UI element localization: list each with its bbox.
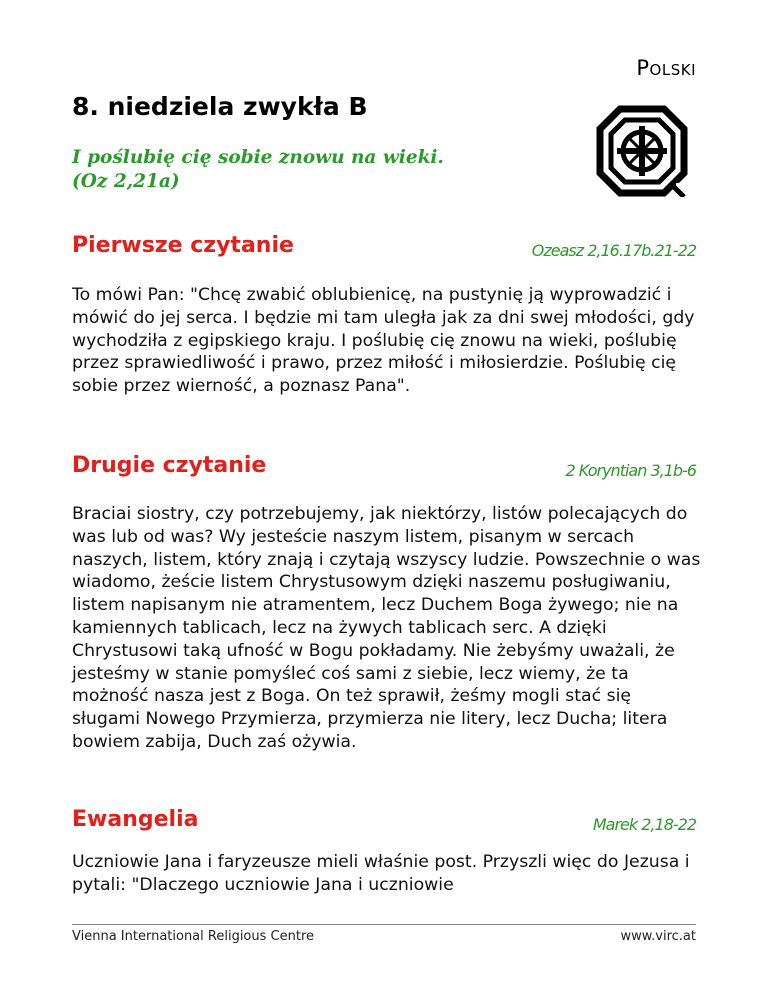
- section-title: Ewangelia: [72, 807, 199, 832]
- motto-quote: [72, 146, 492, 194]
- reading-text: To mówi Pan: "Chcę zwabić oblubienicę, na pustynię ją wyprowadzić i mówić do jej serca. I będzie mi tam uległa jak za dni swej młodości, gdy wychodziła z egipskiego kraju. I poślubię cię znowu na wieki, poślubię przez sprawiedliwość i prawo, przez miłość i miłosierdzie. Poślubię cię sobie przez wierność, a poznasz Pana".: [72, 285, 695, 397]
- reading-text: Uczniowie Jana i faryzeusze mieli właśnie post. Przyszli więc do Jezusa i pytali: "Dlaczego uczniowie Jana i uczniowie: [72, 852, 690, 895]
- footer-divider: [72, 924, 696, 925]
- virc-emblem-icon: [596, 105, 688, 197]
- section-header-gospel: [72, 807, 696, 837]
- section-reference: Marek 2,18-22: [592, 815, 696, 834]
- section-title: Drugie czytanie: [72, 453, 267, 478]
- footer-organization: Vienna International Religious Centre: [72, 929, 314, 944]
- footer-website: www.virc.at: [620, 929, 696, 944]
- section-header-first-reading: [72, 233, 696, 263]
- section-reference: 2 Koryntian 3,1b-6: [565, 461, 696, 480]
- section-reference: Ozeasz 2,16.17b.21-22: [531, 241, 696, 260]
- page-title: 8. niedziela zwykła B: [72, 92, 368, 121]
- section-title: Pierwsze czytanie: [72, 233, 294, 258]
- motto-line: I poślubię cię sobie znowu na wieki.: [72, 147, 444, 168]
- motto-reference: (Oz 2,21a): [72, 171, 180, 192]
- reading-text: Braciai siostry, czy potrzebujemy, jak niektórzy, listów polecających do was lub od was? Wy jesteście naszym listem, pisanym w sercach naszych, listem, który znają i czytają wszyscy ludzie. Powszechnie o was wiadomo, żeście listem Chrystusowym dzięki naszemu posługiwaniu, listem napisanym nie atramentem, lecz Duchem Boga żywego; nie na kamiennych tablicach, lecz na żywych tablicach serc. A dzięki Chrystusowi taką ufność w Bogu pokładamy. Nie żebyśmy uważali, że jesteśmy w stanie pomyśleć coś sami z siebie, lecz wiemy, że ta możność nasza jest z Boga. On też sprawił, żeśmy mogli stać się sługami Nowego Przymierza, przymierza nie litery, lecz Ducha; litera bowiem zabija, Duch zaś ożywia.: [72, 504, 701, 752]
- section-header-second-reading: [72, 453, 696, 483]
- language-label: Polski: [636, 56, 696, 80]
